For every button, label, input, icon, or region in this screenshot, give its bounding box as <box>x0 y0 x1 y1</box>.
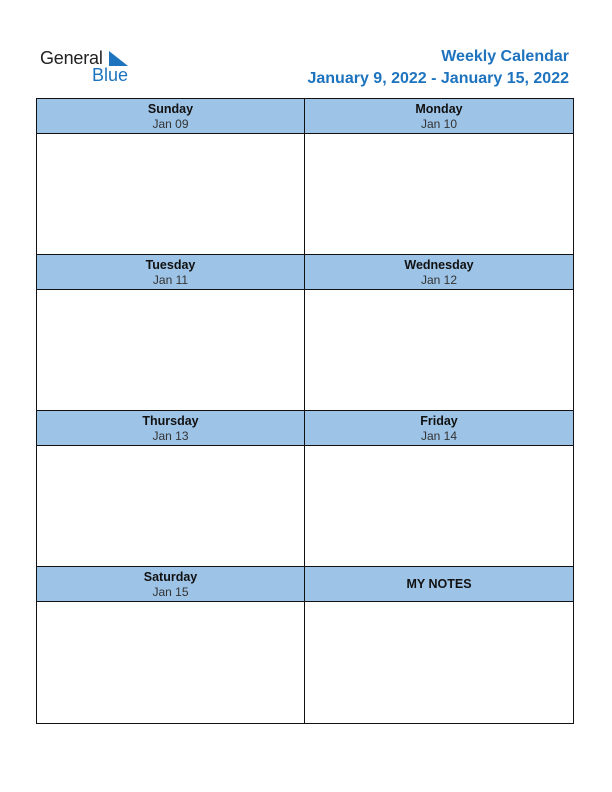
day-cell-wednesday <box>305 255 573 411</box>
general-blue-logo <box>40 46 140 86</box>
day-date: Jan 14 <box>420 428 458 443</box>
day-name: Wednesday <box>404 257 474 272</box>
notes-header <box>305 567 573 602</box>
day-cell-tuesday <box>37 255 305 411</box>
notes-area[interactable] <box>305 602 573 723</box>
day-header <box>37 99 304 134</box>
day-header <box>305 411 573 446</box>
logo-word-blue: Blue <box>92 65 129 85</box>
day-date: Jan 10 <box>420 116 458 131</box>
day-cell-friday <box>305 411 573 567</box>
logo-word-general: General <box>40 48 103 68</box>
day-notes-area[interactable] <box>37 446 304 566</box>
day-notes-area[interactable] <box>37 134 304 254</box>
day-header <box>305 99 573 134</box>
day-name: Saturday <box>143 569 198 584</box>
day-date: Jan 09 <box>152 116 189 131</box>
day-notes-area[interactable] <box>305 134 573 254</box>
day-date: Jan 11 <box>152 272 189 287</box>
day-cell-sunday <box>37 99 305 255</box>
day-date: Jan 13 <box>152 428 189 443</box>
day-name: Friday <box>420 413 458 428</box>
day-header <box>37 567 304 602</box>
day-notes-area[interactable] <box>37 290 304 410</box>
day-name: Monday <box>415 101 463 116</box>
day-date: Jan 12 <box>420 272 458 287</box>
day-cell-saturday <box>37 567 305 723</box>
date-range: January 9, 2022 - January 15, 2022 <box>307 70 569 87</box>
notes-cell <box>305 567 573 723</box>
day-header <box>37 255 304 290</box>
day-name: Thursday <box>142 413 199 428</box>
day-name: Sunday <box>147 101 194 116</box>
day-notes-area[interactable] <box>305 446 573 566</box>
notes-label: MY NOTES <box>406 576 472 591</box>
day-notes-area[interactable] <box>305 290 573 410</box>
day-name: Tuesday <box>145 257 196 272</box>
day-header <box>305 255 573 290</box>
day-notes-area[interactable] <box>37 602 304 723</box>
day-header <box>37 411 304 446</box>
calendar-title-block <box>307 48 569 89</box>
day-cell-monday <box>305 99 573 255</box>
logo-triangle-icon <box>109 51 128 66</box>
weekly-calendar-grid <box>36 98 574 724</box>
day-date: Jan 15 <box>152 584 189 599</box>
day-cell-thursday <box>37 411 305 567</box>
page-title: Weekly Calendar <box>441 48 569 65</box>
